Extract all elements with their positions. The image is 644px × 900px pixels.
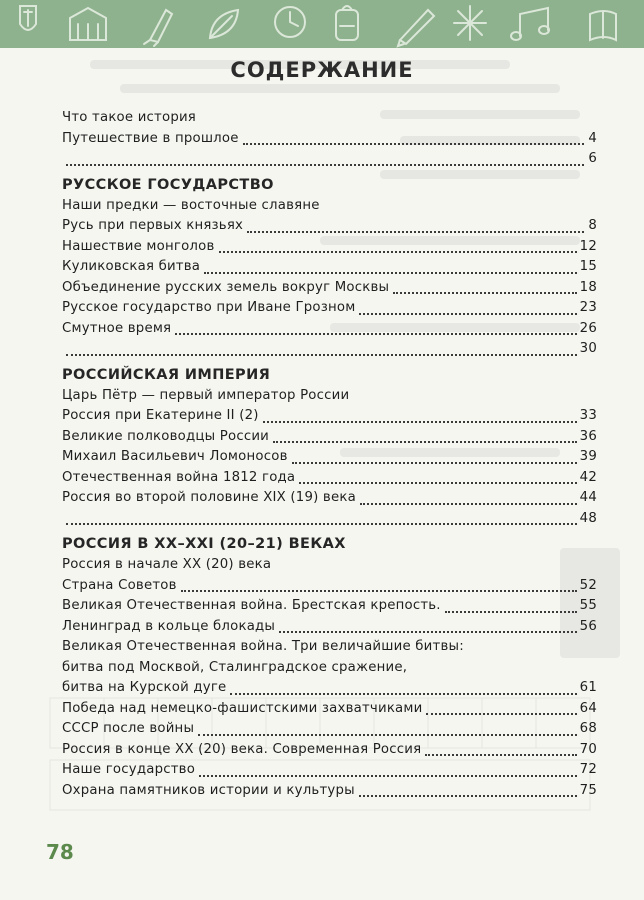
clock-icon (275, 7, 305, 37)
toc-entry-title: Россия во второй половине XIX (19) века (62, 490, 356, 505)
toc-entry-title: битва на Курской дуге (62, 680, 227, 695)
dot-leader (425, 754, 576, 756)
toc-entry (62, 719, 597, 740)
toc-entry-title: Наше государство (62, 762, 196, 777)
toc-entry-title: Великая Отечественная война. Брестская крепость. (62, 598, 441, 613)
toc-entry-page: 26 (579, 320, 597, 336)
toc-entry (62, 699, 597, 720)
toc-entry (62, 386, 597, 407)
toc-entry-page: 44 (579, 490, 597, 505)
toc-entry (62, 427, 597, 448)
toc-entry-title: Что такое история (62, 110, 197, 125)
toc-entry (62, 298, 597, 319)
toc-entry-title: Великие полководцы России (62, 428, 270, 444)
dot-leader (263, 421, 577, 423)
toc-entry-page: 8 (588, 218, 597, 233)
dot-leader (360, 503, 577, 505)
toc-entry-title: СССР после войны (62, 721, 195, 736)
dot-leader (66, 164, 584, 166)
toc-entry-title: Русь при первых князьях (62, 218, 244, 233)
emblem-icon (20, 6, 36, 30)
dot-leader (247, 231, 584, 233)
dot-leader (230, 693, 576, 695)
toc-entry (62, 278, 597, 299)
dot-leader (181, 590, 577, 592)
decorative-icons-strip (0, 0, 644, 48)
music-notes-icon (511, 8, 549, 40)
toc-entry-page: 33 (579, 408, 597, 423)
toc-entry (62, 509, 597, 530)
toc-entry-title: Победа над немецко-фашистскими захватчиками (62, 700, 423, 716)
dot-leader (66, 523, 577, 525)
toc-entry (62, 468, 597, 489)
toc-entry-title: Царь Пётр — первый император России (62, 387, 350, 403)
toc-entry (62, 637, 597, 658)
toc-entry-title: Объединение русских земель вокруг Москвы (62, 279, 390, 295)
dot-leader (279, 631, 577, 633)
toc-entry (62, 108, 597, 129)
pencil-icon (398, 10, 434, 46)
table-of-contents (62, 108, 597, 801)
dot-leader (199, 775, 577, 777)
toc-entry-page: 64 (579, 700, 597, 716)
section-heading: РУССКОЕ ГОСУДАРСТВО (62, 176, 274, 193)
toc-entry (62, 760, 597, 781)
toc-entry (62, 319, 597, 340)
page-title: СОДЕРЖАНИЕ (230, 58, 414, 82)
dot-leader (393, 292, 576, 294)
toc-entry (62, 488, 597, 509)
building-icon (70, 8, 106, 40)
toc-entry-title: битва под Москвой, Сталинградское сражение, (62, 659, 408, 675)
section-heading: РОССИЙСКАЯ ИМПЕРИЯ (62, 366, 271, 383)
toc-entry-title: Охрана памятников истории и культуры (62, 782, 355, 798)
toc-entry (62, 406, 597, 427)
dot-leader (273, 441, 577, 443)
toc-entry-page: 30 (579, 341, 597, 356)
toc-entry-title: Путешествие в прошлое (62, 130, 239, 146)
dot-leader (359, 795, 577, 797)
toc-entry-page: 12 (579, 238, 597, 254)
toc-entry-page: 56 (579, 618, 597, 634)
backpack-icon (336, 6, 358, 40)
toc-entry (62, 658, 597, 679)
toc-entry (62, 678, 597, 699)
dot-leader (198, 734, 577, 736)
toc-entry (62, 237, 597, 258)
toc-entry-page: 15 (579, 259, 597, 274)
toc-entry-title: Великая Отечественная война. Три величайшие битвы: (62, 639, 464, 654)
toc-entry-title: Русское государство при Иване Грозном (62, 300, 356, 315)
toc-entry (62, 740, 597, 761)
toc-entry (62, 781, 597, 802)
toc-entry (62, 447, 597, 468)
toc-entry-title: Куликовская битва (62, 259, 201, 274)
toc-entry-page: 52 (579, 577, 597, 593)
toc-entry-page: 23 (579, 300, 597, 315)
toc-entry-page: 42 (579, 469, 597, 485)
book-icon (590, 11, 616, 40)
toc-entry-title: Наши предки — восточные славяне (62, 197, 320, 213)
toc-entry-page: 39 (579, 449, 597, 464)
toc-entry (62, 216, 597, 237)
toc-entry-title: Страна Советов (62, 577, 177, 593)
dot-leader (66, 354, 577, 356)
toc-entry-title: Отечественная война 1812 года (62, 469, 296, 485)
toc-entry-page: 36 (579, 428, 597, 444)
toc-entry-page: 68 (579, 721, 597, 736)
dot-leader (243, 143, 584, 145)
toc-entry-page: 70 (579, 741, 597, 757)
dot-leader (219, 251, 577, 253)
toc-entry (62, 257, 597, 278)
toc-entry-title: Россия в конце XX (20) века. Современная Россия (62, 741, 422, 757)
dot-leader (175, 333, 576, 335)
toc-entry-page: 72 (579, 762, 597, 777)
toc-entry-page: 18 (579, 279, 597, 295)
dot-leader (359, 313, 576, 315)
toc-entry-page: 61 (579, 680, 597, 695)
toc-entry (62, 196, 597, 217)
dot-leader (204, 272, 577, 274)
dot-leader (426, 713, 576, 715)
toc-entry-title: Россия при Екатерине II (2) (62, 408, 259, 423)
toc-entry (62, 149, 597, 170)
toc-entry (62, 576, 597, 597)
toc-entry-title: Ленинград в кольце блокады (62, 618, 276, 634)
toc-entry (62, 129, 597, 150)
snowflake-icon (454, 6, 486, 40)
toc-entry-page: 75 (579, 782, 597, 798)
rocket-icon (144, 10, 172, 46)
leaf-icon (210, 10, 238, 38)
toc-entry-page: 6 (588, 151, 597, 166)
dot-leader (299, 482, 576, 484)
toc-entry (62, 617, 597, 638)
dot-leader (292, 462, 577, 464)
toc-entry-title: Россия в начале XX (20) века (62, 557, 272, 572)
section-heading: РОССИЯ В XX–XXI (20–21) ВЕКАХ (62, 536, 346, 552)
toc-entry (62, 555, 597, 576)
toc-entry (62, 339, 597, 360)
page-number: 78 (46, 840, 74, 864)
toc-entry-page: 55 (579, 598, 597, 613)
toc-entry-page: 48 (579, 510, 597, 526)
toc-entry-page: 4 (588, 130, 597, 146)
toc-entry-title: Михаил Васильевич Ломоносов (62, 449, 288, 464)
header-banner (0, 0, 644, 48)
toc-entry-title: Смутное время (62, 320, 172, 336)
toc-entry-title: Нашествие монголов (62, 238, 215, 254)
toc-entry (62, 596, 597, 617)
dot-leader (445, 611, 577, 613)
